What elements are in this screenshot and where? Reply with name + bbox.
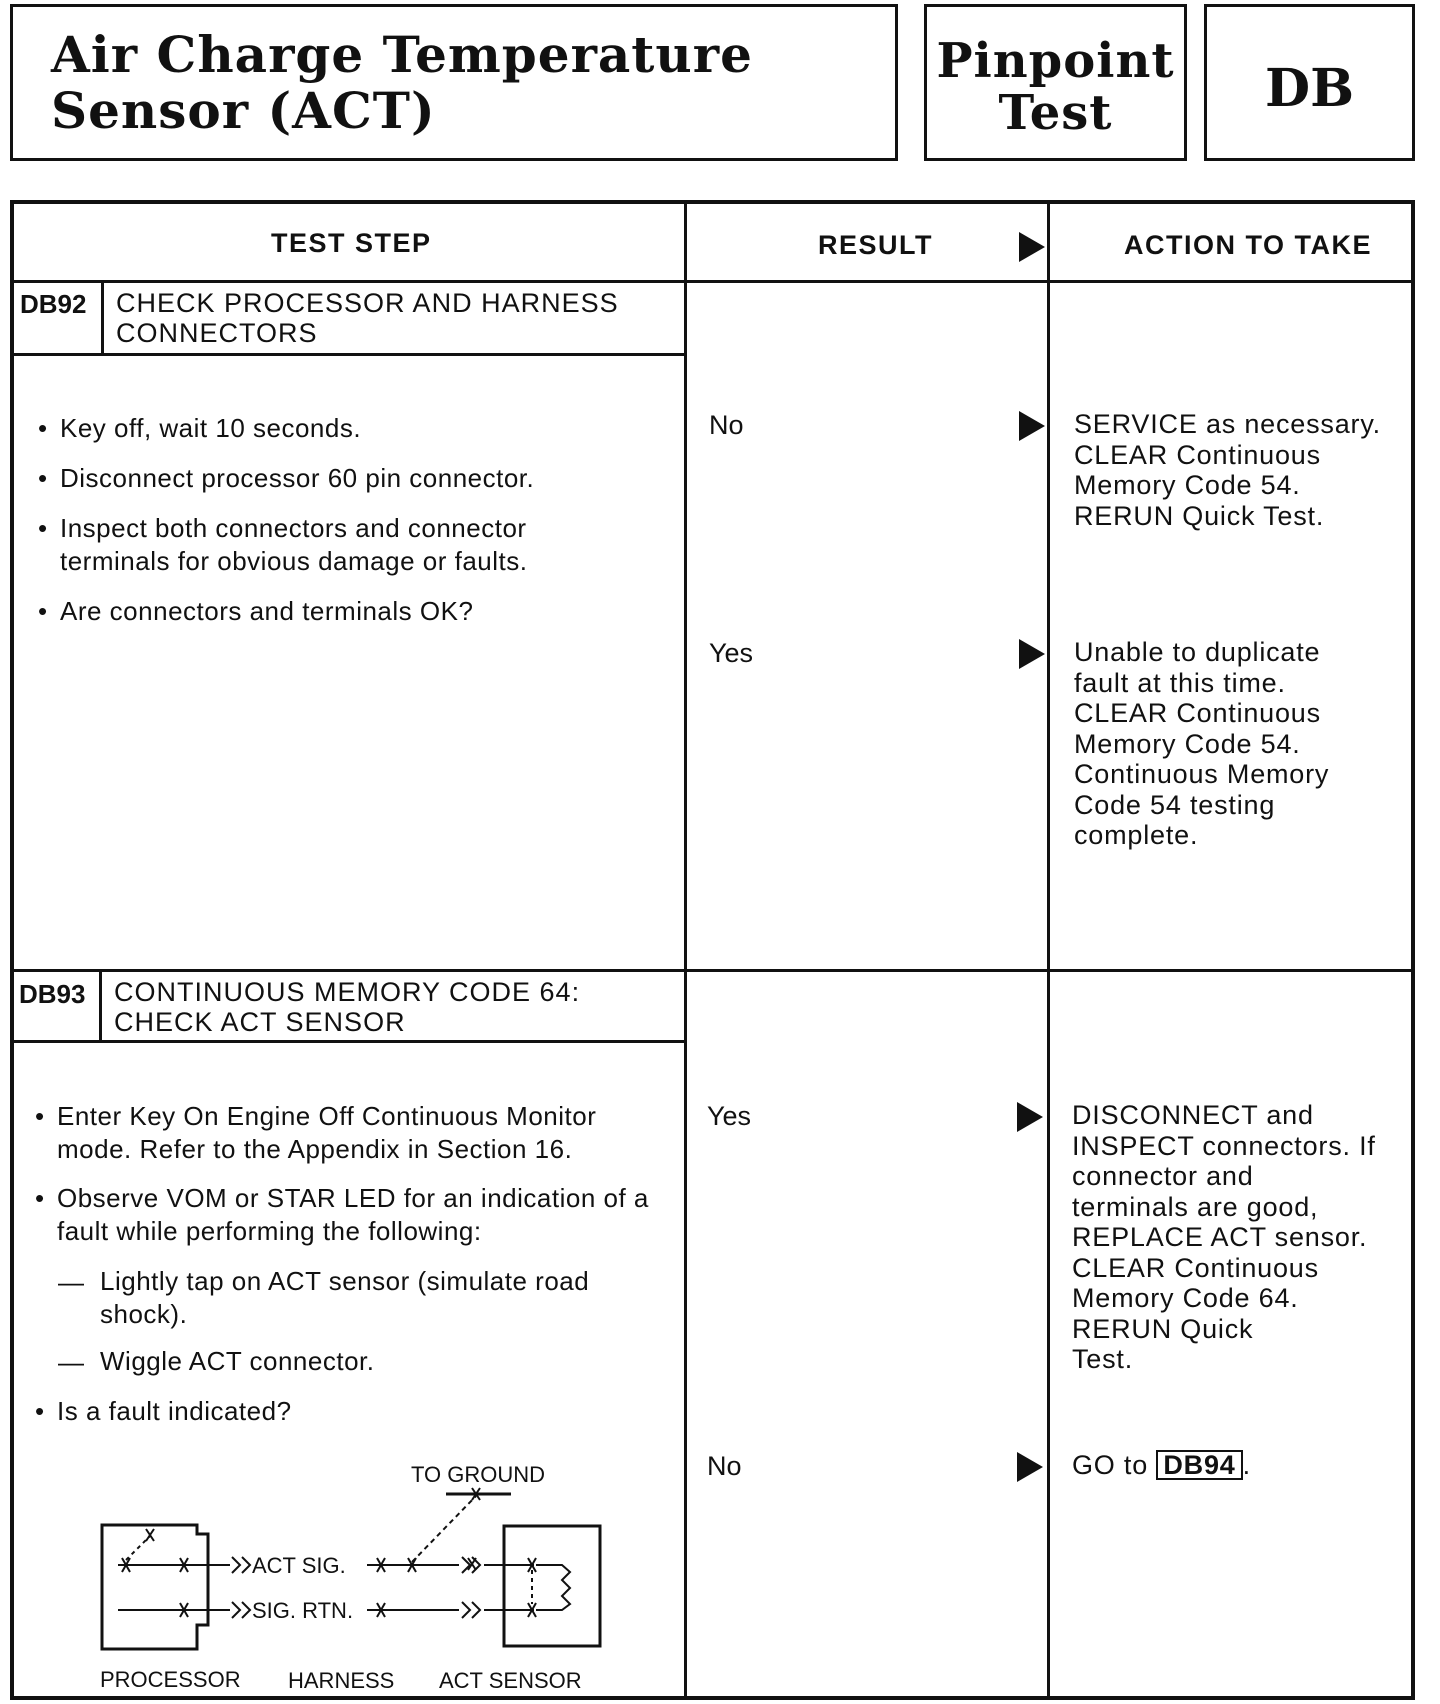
title-box [10,4,898,161]
step-title-line-1: CHECK PROCESSOR AND HARNESS [116,288,619,318]
step-id: DB93 [19,979,86,1009]
column-header-action: ACTION TO TAKE [1124,230,1372,260]
wiring-diagram [14,1454,684,1700]
action-line: fault at this time. [1074,667,1286,698]
column-header-test-step: TEST STEP [271,228,432,258]
step-divider [14,969,1411,972]
column-header-result: RESULT [818,230,933,260]
pinpoint-test-box [924,4,1187,161]
act-sensor-box [504,1526,600,1646]
page-title [51,27,753,139]
instruction-bullet: • Observe VOM or STAR LED for an indication of a fault while performing the following: [57,1182,657,1248]
connector-chevron [462,1602,480,1618]
step-title-divider [14,353,687,356]
action-line: complete. [1074,820,1199,850]
pinpoint-line-2: Test [998,85,1113,141]
action-text [1072,1100,1376,1375]
step-title-line-2: CHECK ACT SENSOR [114,1007,406,1037]
column-divider-2 [1047,204,1050,1696]
label-to-ground: TO GROUND [411,1462,546,1487]
action-line: Continuous Memory [1074,759,1330,789]
action-line: Memory Code 54. [1074,728,1301,759]
action-line: RERUN Quick [1072,1313,1254,1344]
action-line: Memory Code 54. [1074,470,1301,500]
action-line: SERVICE as necessary. [1074,409,1381,439]
result-label: No [707,1451,742,1481]
step-id-divider [99,969,102,1041]
label-act-sig: ACT SIG. [252,1553,346,1578]
action-line: DISCONNECT and [1072,1100,1314,1130]
action-line: connector and [1072,1161,1254,1191]
instruction-bullet: • Enter Key On Engine Off Continuous Monitor mode. Refer to the Appendix in Section 16. [57,1100,657,1166]
step-title-line-2: CONNECTORS [116,318,318,348]
goto-instruction [1072,1450,1251,1481]
sub-step: Lightly tap on ACT sensor (simulate road shock). [100,1266,590,1329]
sensor-element-icon [536,1565,570,1610]
goto-prefix: GO to [1072,1450,1149,1480]
processor-connector [102,1525,208,1649]
instruction-bullet: • Is a fault indicated? [57,1395,657,1428]
action-line: Unable to duplicate [1074,637,1321,667]
action-text [1074,409,1381,531]
instruction-bullet: • Disconnect processor 60 pin connector. [60,462,660,495]
action-line: CLEAR Continuous [1074,439,1321,470]
step-title [114,977,580,1037]
header-row-divider [14,280,1411,283]
instruction-bullet: • Are connectors and terminals OK? [60,595,660,628]
page-title-line-1: Air Charge Temperature [51,25,753,84]
arrow-icon [1019,411,1045,441]
action-line: CLEAR Continuous [1074,698,1321,728]
result-label: Yes [707,1101,752,1131]
step-id: DB92 [20,289,87,319]
label-sig-rtn: SIG. RTN. [252,1598,354,1623]
arrow-icon [1017,1102,1043,1132]
pinpoint-table [10,200,1415,1700]
arrow-icon [1019,639,1045,669]
arrow-icon [1019,232,1045,262]
test-code-box [1204,4,1415,161]
action-line: CLEAR Continuous [1072,1252,1319,1283]
instruction-bullet: • Inspect both connectors and connector terminals for obvious damage or faults. [60,512,600,578]
dashed-ground-line [412,1496,476,1562]
pinpoint-test-label [927,35,1184,139]
dash-marker: — [58,1267,84,1297]
page-title-line-2: Sensor (ACT) [51,81,436,140]
label-harness: HARNESS [288,1668,395,1693]
dash-marker: — [58,1347,84,1377]
pinpoint-line-1: Pinpoint [936,33,1175,89]
sub-step: Wiggle ACT connector. [100,1346,375,1376]
goto-step-reference[interactable]: DB94 [1156,1450,1242,1480]
action-line: RERUN Quick Test. [1074,500,1325,531]
action-line: Test. [1072,1344,1134,1374]
column-divider-1 [684,204,687,1696]
result-label: No [709,410,744,440]
connector-chevron [232,1557,250,1573]
result-label: Yes [709,638,754,668]
arrow-icon [1017,1452,1043,1482]
action-line: REPLACE ACT sensor. [1072,1222,1368,1252]
label-act-sensor: ACT SENSOR [439,1668,582,1693]
step-title-divider [14,1040,687,1043]
label-processor: PROCESSOR [100,1667,241,1692]
step-id-divider [101,280,104,354]
instruction-bullet: • Key off, wait 10 seconds. [60,412,660,445]
action-text [1074,637,1329,851]
action-line: terminals are good, [1072,1191,1319,1222]
goto-suffix: . [1242,1450,1251,1480]
action-line: Code 54 testing [1074,789,1276,820]
action-line: Memory Code 64. [1072,1283,1299,1313]
test-code: DB [1264,58,1355,119]
step-title [116,288,619,348]
connector-chevron [232,1602,250,1618]
action-line: INSPECT connectors. If [1072,1130,1376,1161]
step-title-line-1: CONTINUOUS MEMORY CODE 64: [114,977,581,1007]
